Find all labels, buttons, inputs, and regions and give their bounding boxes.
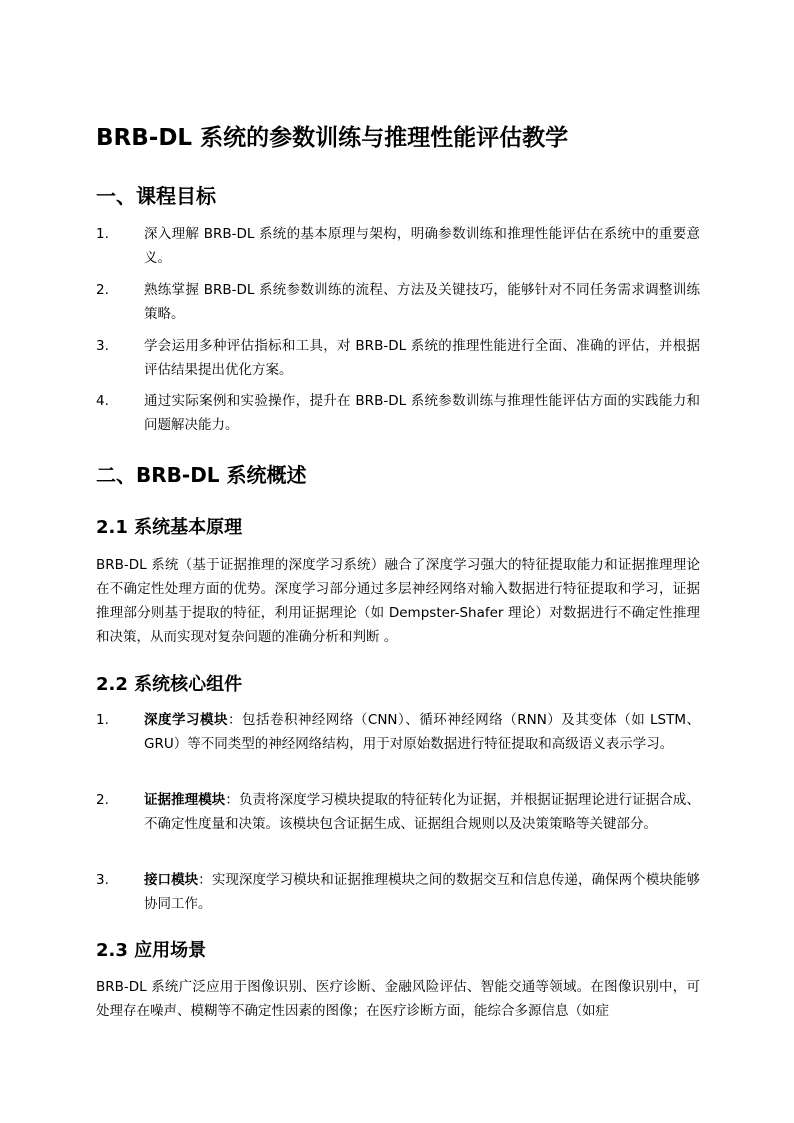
- list-item-text: 深入理解 BRB-DL 系统的基本原理与架构，明确参数训练和推理性能评估在系统中的重要意义。: [144, 226, 700, 266]
- section-heading-overview: 二、BRB-DL 系统概述: [96, 463, 307, 487]
- label-separator: ：: [225, 792, 239, 808]
- list-item: [96, 222, 700, 270]
- list-item-text: 熟练掌握 BRB-DL 系统参数训练的流程、方法及关键技巧，能够针对不同任务需求调整训练策略。: [144, 282, 700, 322]
- list-item-text: [144, 788, 700, 836]
- section-heading-goals: 一、课程目标: [96, 184, 216, 208]
- list-item: [96, 868, 700, 916]
- list-item-label: 证据推理模块: [144, 792, 226, 808]
- list-item: [96, 708, 700, 756]
- list-item-label: 接口模块: [144, 872, 199, 888]
- list-item-text: 通过实际案例和实验操作，提升在 BRB-DL 系统参数训练与推理性能评估方面的实践能力和问题解决能力。: [144, 393, 700, 433]
- list-number: 2.: [96, 282, 109, 298]
- page-title: BRB-DL 系统的参数训练与推理性能评估教学: [96, 125, 569, 151]
- list-number: 3.: [96, 338, 109, 354]
- list-number: 2.: [96, 792, 109, 808]
- paragraph-applications: BRB-DL 系统广泛应用于图像识别、医疗诊断、金融风险评估、智能交通等领域。在图像识别中，可处理存在噪声、模糊等不确定性因素的图像；在医疗诊断方面，能综合多源信息（如症: [96, 979, 700, 1019]
- subsection-heading-principle: 2.1 系统基本原理: [96, 517, 243, 538]
- list-item-text: [144, 868, 700, 916]
- subsection-heading-components: 2.2 系统核心组件: [96, 674, 243, 695]
- list-item-body: 实现深度学习模块和证据推理模块之间的数据交互和信息传递，确保两个模块能够协同工作。: [144, 872, 700, 912]
- list-item: [96, 389, 700, 437]
- paragraph-principle: BRB-DL 系统（基于证据推理的深度学习系统）融合了深度学习强大的特征提取能力和证据推理理论在不确定性处理方面的优势。深度学习部分通过多层神经网络对输入数据进行特征提取和学习，证据推理部分则基于提取的特征，利用证据理论（如 Dempster-Shafer 理论）对数据进行不确定性推理和决策，从而实现对复杂问题的准确分析和判断 。: [96, 557, 700, 645]
- list-number: 1.: [96, 226, 109, 242]
- subsection-heading-applications: 2.3 应用场景: [96, 940, 207, 961]
- list-item-text: [144, 708, 700, 756]
- label-separator: ：: [227, 712, 242, 728]
- label-separator: ：: [198, 872, 212, 888]
- list-item-body: 包括卷积神经网络（CNN）、循环神经网络（RNN）及其变体（如 LSTM、GRU）等不同类型的神经网络结构，用于对原始数据进行特征提取和高级语义表示学习。: [144, 712, 701, 752]
- list-number: 4.: [96, 393, 109, 409]
- list-item-body: 负责将深度学习模块提取的特征转化为证据，并根据证据理论进行证据合成、不确定性度量和决策。该模块包含证据生成、证据组合规则以及决策策略等关键部分。: [144, 792, 700, 832]
- list-item-text: 学会运用多种评估指标和工具，对 BRB-DL 系统的推理性能进行全面、准确的评估，并根据评估结果提出优化方案。: [144, 338, 700, 378]
- list-number: 1.: [96, 712, 109, 728]
- list-item-label: 深度学习模块: [144, 712, 228, 728]
- list-item: [96, 278, 700, 326]
- list-number: 3.: [96, 872, 109, 888]
- list-item: [96, 788, 700, 836]
- list-item: [96, 334, 700, 382]
